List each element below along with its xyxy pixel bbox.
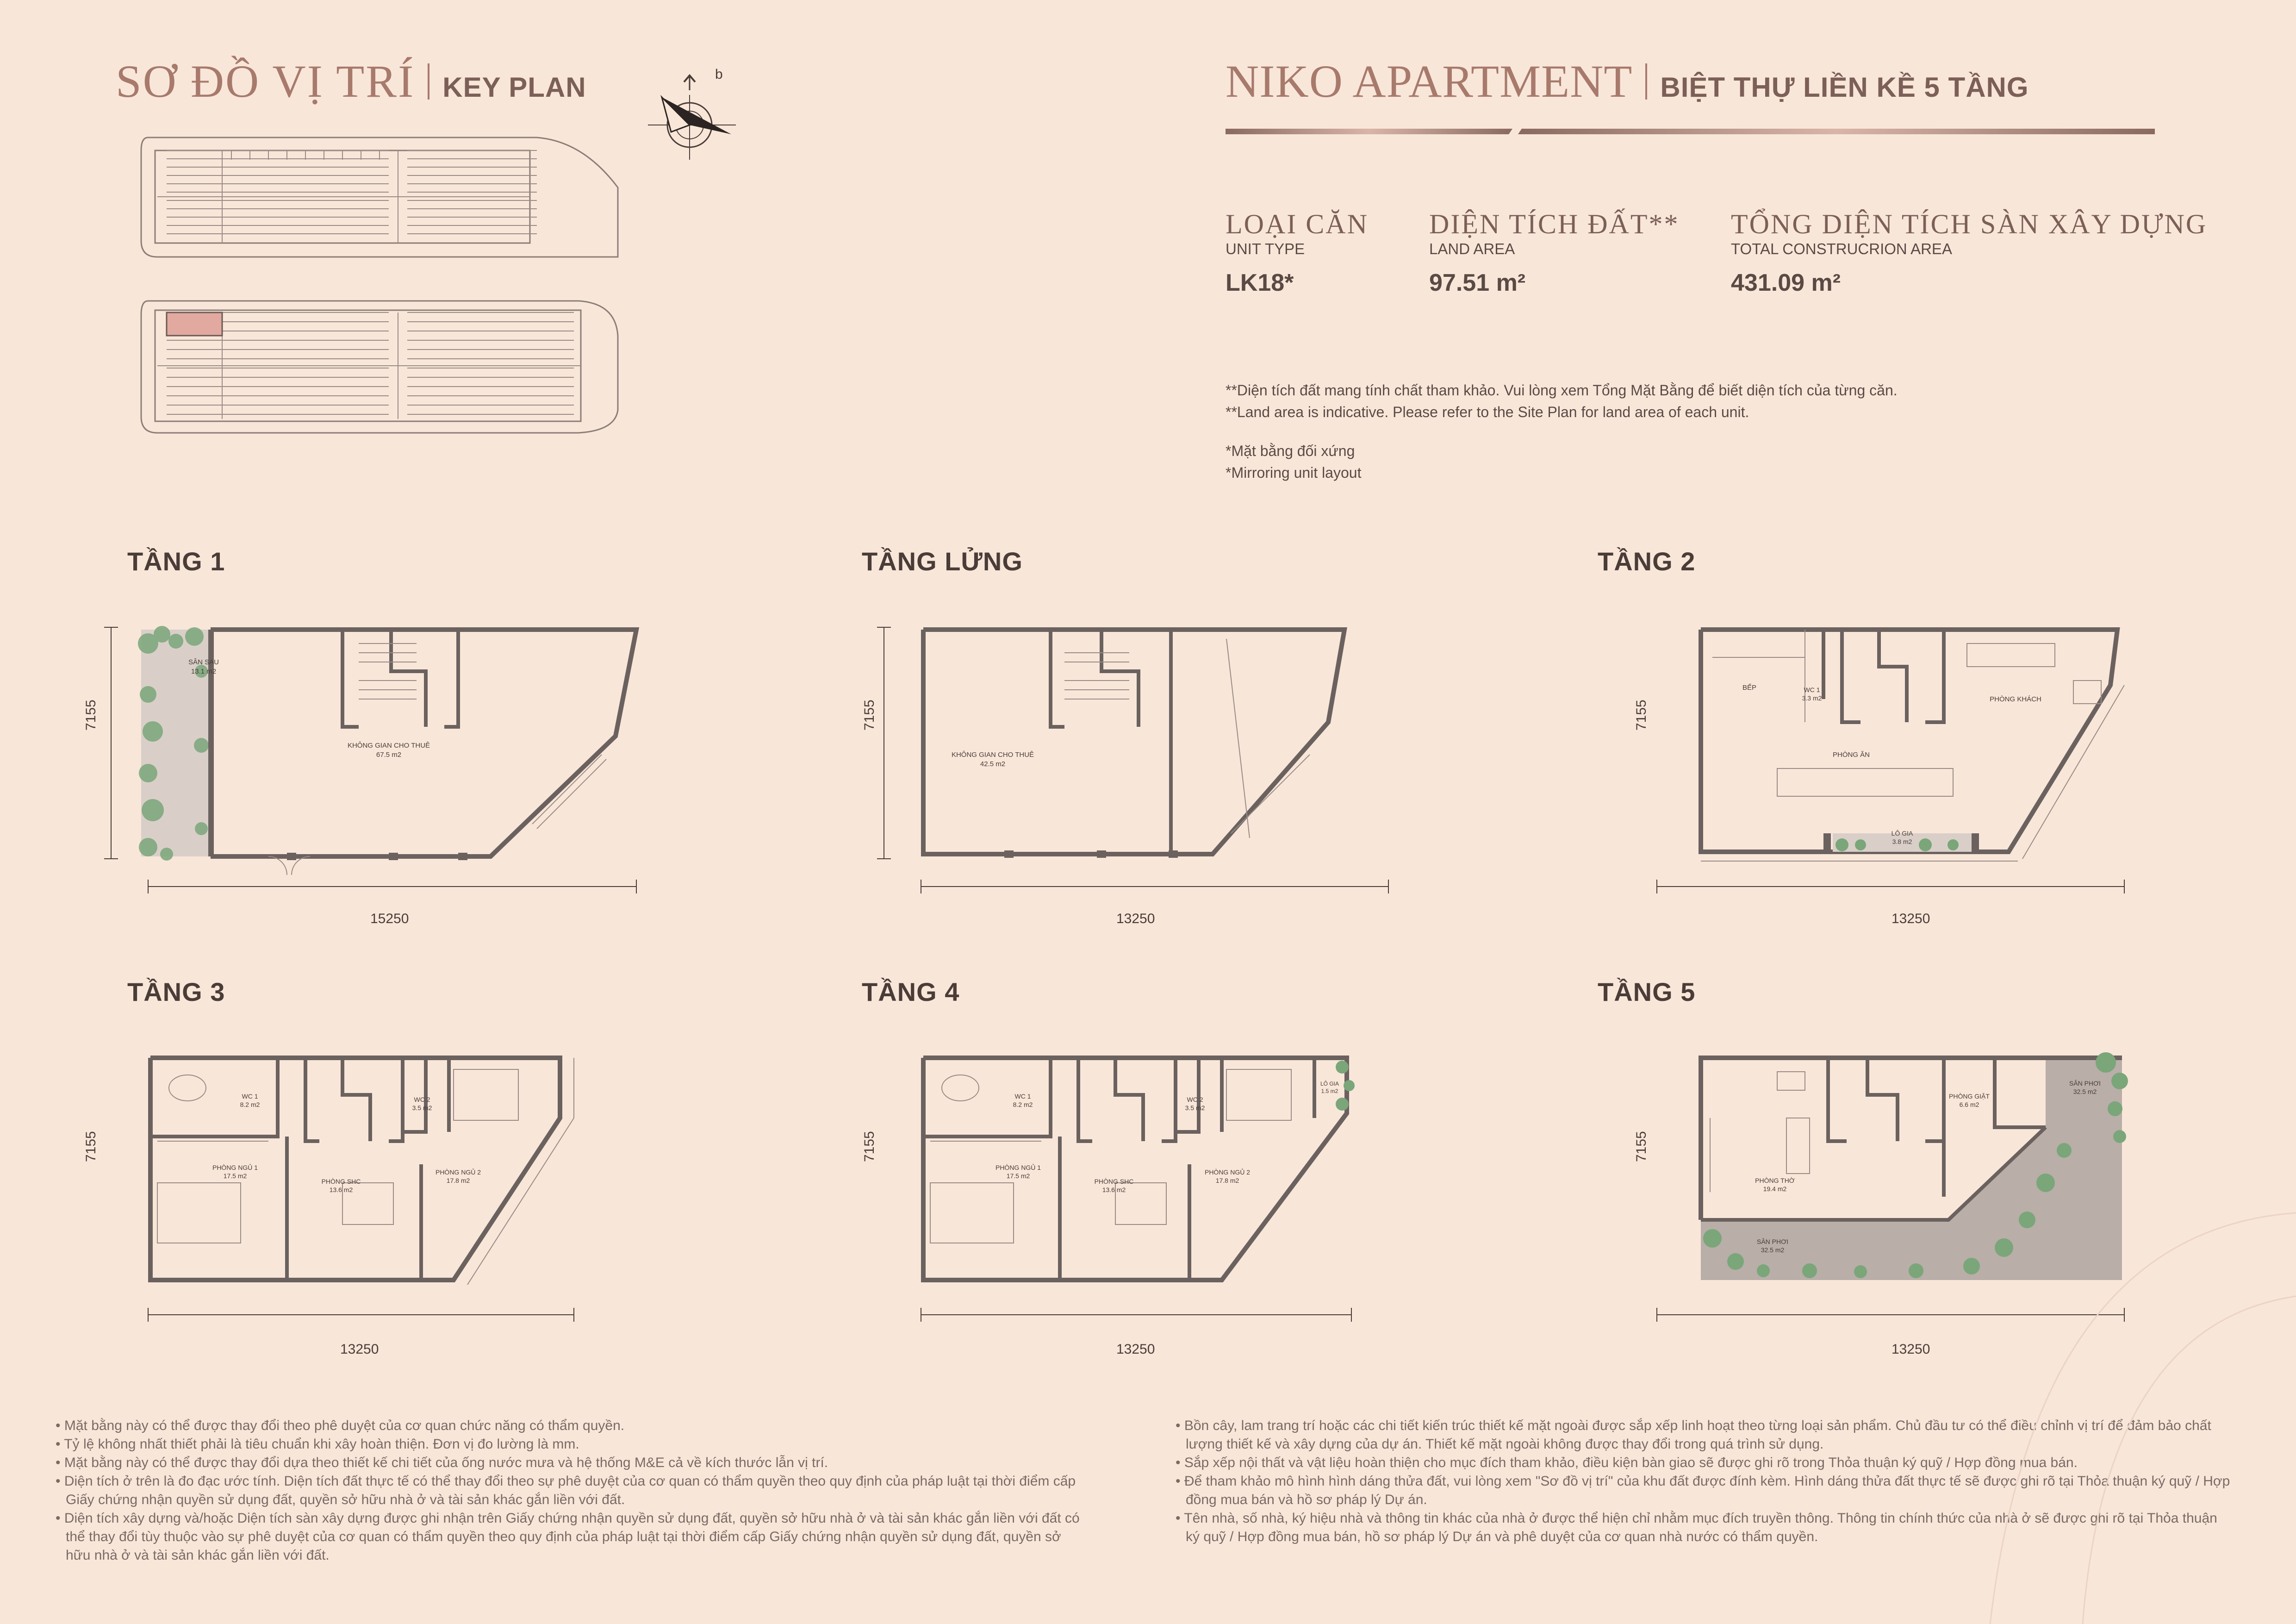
height-dim-text: 7155 [1634,1131,1649,1162]
floor-plan-4 [865,1044,1398,1368]
footnote-item: • Để tham khảo mô hình hình dáng thửa đất, vui lòng xem "Sơ đồ vị trí" của khu đất được đính kèm. Hình dáng thửa đất thực tế sẽ được ghi rõ tại Thỏa thuận ký quỹ / Hợp đồng mua bán và hồ sơ pháp lý Dự án. [1176,1472,2231,1509]
floor-4-width-dim: 13250 [1116,1342,1155,1357]
room-label: SÂN PHƠI [1756,1238,1789,1245]
note-land-vn: **Diện tích đất mang tính chất tham khảo. Vui lòng xem Tổng Mặt Bằng để biết diện tích của từng căn. [1226,382,1898,399]
project-subtitle: BIỆT THỰ LIỀN KỀ 5 TẦNG [1660,72,2029,103]
title-separator [428,63,429,100]
height-dim-text: 7155 [83,1131,99,1162]
footnote-item: • Mặt bằng này có thể được thay đổi theo phê duyệt của cơ quan chức năng có thẩm quyền. [56,1417,1083,1435]
compass-icon [643,62,745,164]
room-label: PHÒNG SHC [321,1178,361,1185]
floor-plan-1 [83,616,666,940]
floor-2-width-dim: 13250 [1892,911,1930,926]
key-plan-title [116,55,586,108]
room-label: PHÒNG ĂN [1832,751,1870,759]
room-label: LÔ GIA [1320,1081,1339,1087]
room-area: 17.8 m2 [446,1177,470,1184]
room-area: 32.5 m2 [2073,1088,2097,1095]
room-label: SÂN SAU [188,658,219,666]
unit-highlight [167,312,222,336]
height-dim-text: 7155 [83,700,99,731]
note-mirror-en: *Mirroring unit layout [1226,464,1362,481]
room-label: WC 1 [1804,686,1820,693]
construction-area-label-en: TOTAL CONSTRUCRION AREA [1731,240,1952,257]
room-label: PHÒNG SHC [1094,1178,1134,1185]
room-label: KHÔNG GIAN CHO THUÊ [347,742,430,750]
room-area: 3.5 m2 [412,1104,432,1112]
room-label: WC 2 [1187,1096,1203,1103]
title-separator-right [1645,63,1647,100]
unit-type-label-en: UNIT TYPE [1226,240,1305,257]
key-plan-title-vn: SƠ ĐỒ VỊ TRÍ [116,56,415,107]
room-label: WC 2 [414,1096,430,1103]
footnotes-left [56,1417,1083,1565]
room-area: 42.5 m2 [980,760,1006,768]
title-underline [1226,128,2155,135]
room-label: PHÒNG KHÁCH [1990,695,2041,703]
floor-5-width-dim: 13250 [1892,1342,1930,1357]
construction-area-block [1731,208,2207,297]
room-area: 1.5 m2 [1321,1088,1338,1094]
height-dim-text: 7155 [862,1131,877,1162]
room-area: 17.8 m2 [1215,1177,1239,1184]
floor-1-width-dim: 15250 [370,911,409,926]
room-area: 13.6 m2 [329,1186,353,1193]
room-area: 17.5 m2 [223,1172,247,1180]
decorative-arcs [1666,1204,2296,1624]
room-area: 8.2 m2 [1013,1101,1033,1108]
project-title [1226,55,2029,108]
room-area: 3.8 m2 [1892,838,1912,845]
footnote-item: • Tên nhà, số nhà, ký hiệu nhà và thông tin khác của nhà ở được thể hiện chỉ nhằm mục đích truyền thông. Thông tin chính thức của nhà ở sẽ được ghi rõ tại Thỏa thuận ký quỹ / Hợp đồng mua bán, hồ sơ pháp lý Dự án và phê duyệt của cơ quan nhà nước có thẩm quyền. [1176,1509,2231,1546]
room-area: 67.5 m2 [376,751,402,759]
room-area: 13.1 m2 [191,668,217,675]
floor-plan-2 [1601,616,2134,940]
room-label: PHÒNG THỜ [1755,1177,1795,1184]
construction-area-value: 431.09 m² [1731,269,1841,296]
room-label: PHÒNG GIẶT [1949,1093,1990,1100]
footnote-item: • Tỷ lệ không nhất thiết phải là tiêu chuẩn khi xây hoàn thiện. Đơn vị đo lường là mm. [56,1435,1083,1454]
footnote-item: • Bồn cây, lam trang trí hoặc các chi tiết kiến trúc thiết kế mặt ngoài được sắp xếp linh hoạt theo từng loại sản phẩm. Chủ đầu tư có thể điều chỉnh vị trí để đảm bảo chất lượng thiết kế và xây dựng của dự án. Thiết kế mặt ngoài không được thay đổi trong quá trình sử dụng. [1176,1417,2231,1454]
room-area: 3.3 m2 [1802,694,1822,702]
footnote-item: • Diện tích xây dựng và/hoặc Diện tích sàn xây dựng được ghi nhận trên Giấy chứng nhận quyền sử dụng đất, quyền sở hữu nhà ở và tài sản khác gắn liền với đất có thể thay đổi tùy thuộc vào sự phê duyệt của cơ quan có thẩm quyền theo quy định của pháp luật tại thời điểm cấp Giấy chứng nhận quyền sử dụng đất, quyền sở hữu nhà ở và tài sản khác gắn liền với đất. [56,1509,1083,1565]
construction-area-label: TỔNG DIỆN TÍCH SÀN XÂY DỰNG [1731,209,2208,239]
room-label: BẾP [1742,684,1757,692]
height-dim-text: 7155 [1634,700,1649,731]
room-label: WC 1 [1014,1093,1031,1100]
compass-letter: b [715,67,723,82]
key-plan-map [139,132,634,437]
floor-plan-mezzanine [865,616,1398,940]
room-label: SÂN PHƠI [2069,1080,2101,1087]
room-area: 8.2 m2 [240,1101,260,1108]
room-area: 3.5 m2 [1185,1104,1205,1112]
project-name: NIKO APARTMENT [1226,56,1633,107]
footnote-item: • Sắp xếp nội thất và vật liệu hoàn thiện cho mục đích tham khảo, điều kiện bàn giao sẽ được ghi rõ trong Thỏa thuận ký quỹ / Hợp đồng mua bán. [1176,1454,2231,1472]
floor-title-5: TẦNG 5 [1598,977,1696,1006]
unit-type-value: LK18* [1226,269,1294,296]
floor-title-2: TẦNG 2 [1598,547,1696,576]
land-area-block [1429,208,1680,297]
land-area-label: DIỆN TÍCH ĐẤT** [1429,209,1680,239]
note-land-en: **Land area is indicative. Please refer to the Site Plan for land area of each unit. [1226,404,1749,420]
unit-type-block [1226,208,1369,297]
land-area-label-en: LAND AREA [1429,240,1515,257]
floor-3-width-dim: 13250 [340,1342,379,1357]
floor-title-1: TẦNG 1 [127,547,225,576]
land-area-value: 97.51 m² [1429,269,1526,296]
room-area: 6.6 m2 [1959,1101,1979,1108]
height-dim-text: 7155 [862,700,877,731]
footnote-item: • Mặt bằng này có thể được thay đổi dựa theo thiết kế chi tiết của ống nước mưa và hệ thống M&E cả về kích thước lẫn vị trí. [56,1454,1083,1472]
note-mirror-vn: *Mặt bằng đối xứng [1226,443,1355,459]
room-area: 17.5 m2 [1006,1172,1030,1180]
room-label: PHÒNG NGỦ 2 [1204,1168,1251,1176]
room-area: 13.6 m2 [1102,1186,1126,1193]
floor-plan-3 [83,1044,666,1368]
unit-type-label: LOẠI CĂN [1226,209,1369,239]
room-label: KHÔNG GIAN CHO THUÊ [951,751,1034,759]
room-label: PHÒNG NGỦ 1 [212,1164,258,1171]
room-label: PHÒNG NGỦ 2 [435,1168,481,1176]
room-area: 32.5 m2 [1761,1246,1785,1254]
floor-title-3: TẦNG 3 [127,977,225,1006]
floor-title-4: TẦNG 4 [862,977,960,1006]
room-label: WC 1 [242,1093,258,1100]
floor-mezz-width-dim: 13250 [1116,911,1155,926]
room-area: 19.4 m2 [1763,1185,1787,1193]
room-label: LÔ GIA [1891,830,1913,837]
room-label: PHÒNG NGỦ 1 [995,1164,1041,1171]
floor-title-mezzanine: TẦNG LỬNG [862,547,1023,576]
footnote-item: • Diện tích ở trên là đo đạc ước tính. Diện tích đất thực tế có thể thay đổi theo sự phê duyệt của cơ quan có thẩm quyền theo quy định của pháp luật tại thời điểm cấp Giấy chứng nhận quyền sử dụng đất, quyền sở hữu nhà ở và tài sản khác gắn liền với đất. [56,1472,1083,1509]
key-plan-title-en: KEY PLAN [442,72,586,103]
